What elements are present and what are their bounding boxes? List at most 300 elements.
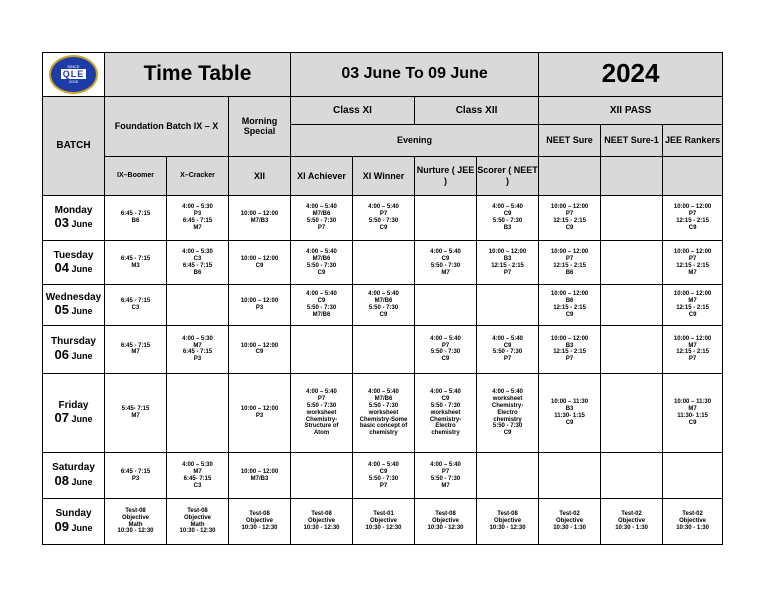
schedule-cell bbox=[105, 499, 167, 545]
schedule-cell bbox=[167, 373, 229, 452]
schedule-line: M7 bbox=[193, 224, 202, 231]
schedule-cell bbox=[291, 325, 353, 373]
month-label: June bbox=[68, 350, 93, 361]
schedule-line: 4:00 – 5:40 bbox=[492, 388, 523, 395]
schedule-cell bbox=[601, 499, 663, 545]
schedule-line: P7 bbox=[503, 269, 512, 276]
schedule-line: 10:30 - 12:30 bbox=[179, 528, 216, 535]
schedule-line: 5:50 - 7:30 bbox=[368, 218, 399, 224]
schedule-line: M7 bbox=[193, 342, 202, 349]
schedule-line: 6:45 - 7:15 bbox=[120, 255, 151, 262]
schedule-line: Objective bbox=[183, 514, 211, 521]
schedule-line: 10:30 - 1:30 bbox=[553, 525, 586, 531]
schedule-cell bbox=[601, 453, 663, 499]
schedule-line: M7 bbox=[688, 298, 697, 305]
schedule-line: P7 bbox=[565, 211, 574, 218]
day-cell bbox=[43, 285, 105, 326]
schedule-line: Objective bbox=[556, 518, 584, 525]
schedule-cell bbox=[539, 285, 601, 326]
schedule-line: 6:45 - 7:15 bbox=[182, 218, 213, 224]
schedule-line: worksheet bbox=[368, 409, 399, 416]
day-cell bbox=[43, 453, 105, 499]
schedule-line: 10:30 - 12:30 bbox=[427, 525, 464, 531]
day-number: 06 bbox=[54, 346, 69, 362]
day-cell bbox=[43, 195, 105, 241]
schedule-cell bbox=[105, 373, 167, 452]
table-row bbox=[43, 195, 723, 241]
schedule-line: Test-08 bbox=[311, 511, 332, 518]
schedule-line: Electro bbox=[435, 423, 456, 430]
schedule-line: C9 bbox=[317, 298, 326, 305]
schedule-line: 6:45 - 7:15 bbox=[120, 342, 151, 349]
schedule-cell bbox=[663, 499, 723, 545]
schedule-line: Test-01 bbox=[373, 511, 394, 518]
schedule-line: Electro bbox=[497, 409, 518, 416]
schedule-line: P7 bbox=[379, 482, 388, 489]
schedule-line: Chemistry-Some bbox=[359, 416, 408, 423]
schedule-line: C9 bbox=[441, 255, 450, 262]
schedule-cell bbox=[663, 325, 723, 373]
day-cell bbox=[43, 499, 105, 545]
schedule-line: C9 bbox=[565, 419, 574, 426]
jee-rankers-header: JEE Rankers bbox=[663, 125, 723, 157]
schedule-cell bbox=[167, 241, 229, 285]
schedule-line: 10:00 – 12:00 bbox=[550, 249, 589, 256]
schedule-cell bbox=[601, 285, 663, 326]
schedule-line: P7 bbox=[565, 356, 574, 363]
schedule-cell bbox=[539, 373, 601, 452]
schedule-line: 10:00 – 12:00 bbox=[550, 335, 589, 342]
schedule-line: C9 bbox=[255, 262, 264, 269]
schedule-line: Test-08 bbox=[435, 511, 456, 518]
schedule-cell bbox=[415, 373, 477, 452]
schedule-cell bbox=[539, 499, 601, 545]
class-xii-header: Class XII bbox=[415, 96, 539, 125]
schedule-line: worksheet bbox=[430, 409, 461, 416]
schedule-cell bbox=[167, 195, 229, 241]
page-title: Time Table bbox=[105, 53, 291, 97]
schedule-line: 4:00 – 5:40 bbox=[368, 461, 399, 468]
schedule-line: 5:50 - 7:30 bbox=[368, 475, 399, 482]
schedule-line: Test-08 bbox=[249, 511, 270, 518]
schedule-line: 10:00 – 12:00 bbox=[240, 468, 279, 475]
schedule-line: M7/B6 bbox=[312, 255, 331, 262]
neet-sure-header: NEET Sure bbox=[539, 125, 601, 157]
schedule-line: Objective bbox=[494, 518, 522, 525]
schedule-line: 6:45 - 7:15 bbox=[120, 468, 151, 475]
schedule-cell bbox=[229, 325, 291, 373]
schedule-line: 4:00 – 5:40 bbox=[492, 335, 523, 342]
schedule-line: 10:30 - 12:30 bbox=[303, 525, 340, 531]
schedule-line: 10:30 - 12:30 bbox=[241, 525, 278, 531]
schedule-line: 5:50 - 7:30 bbox=[430, 475, 461, 482]
schedule-cell bbox=[539, 453, 601, 499]
schedule-cell bbox=[167, 285, 229, 326]
month-label: June bbox=[68, 306, 93, 317]
nurture-header: Nurture ( JEE ) bbox=[415, 156, 477, 195]
schedule-cell bbox=[353, 499, 415, 545]
schedule-line: 10:30 - 12:30 bbox=[365, 525, 402, 531]
schedule-line: 4:00 – 5:40 bbox=[430, 335, 461, 342]
schedule-line: 10:00 – 12:00 bbox=[240, 406, 279, 413]
day-number: 08 bbox=[54, 472, 69, 488]
schedule-line: Math bbox=[128, 521, 143, 528]
day-cell bbox=[43, 325, 105, 373]
schedule-line: B6 bbox=[193, 269, 202, 276]
schedule-line: 5:50 - 7:30 bbox=[492, 349, 523, 356]
schedule-line: M7 bbox=[131, 413, 140, 420]
schedule-cell bbox=[663, 453, 723, 499]
schedule-line: Objective bbox=[618, 518, 646, 525]
schedule-line: B3 bbox=[565, 406, 574, 413]
schedule-cell bbox=[601, 241, 663, 285]
schedule-line: M7 bbox=[441, 482, 450, 489]
schedule-line: chemistry bbox=[431, 430, 460, 437]
schedule-line: Test-02 bbox=[621, 511, 642, 518]
schedule-line: 5:50 - 7:30 bbox=[368, 305, 399, 312]
schedule-cell bbox=[477, 325, 539, 373]
schedule-cell bbox=[105, 453, 167, 499]
schedule-line: 5:50 - 7:30 bbox=[368, 402, 399, 409]
schedule-line: C9 bbox=[441, 356, 450, 363]
schedule-line: M7/B6 bbox=[312, 311, 331, 318]
schedule-line: 10:00 – 11:30 bbox=[674, 399, 712, 406]
timetable bbox=[42, 52, 723, 545]
schedule-line: Chemistry- bbox=[429, 416, 462, 423]
schedule-line: 4:00 – 5:30 bbox=[182, 461, 213, 468]
schedule-cell bbox=[229, 453, 291, 499]
table-row bbox=[43, 453, 723, 499]
schedule-line: 5:50 - 7:30 bbox=[492, 423, 523, 430]
schedule-cell bbox=[167, 499, 229, 545]
schedule-line: M7/B6 bbox=[374, 298, 393, 305]
schedule-line: 12:15 - 2:15 bbox=[553, 305, 586, 312]
schedule-line: C9 bbox=[503, 211, 512, 218]
schedule-line: 10:00 – 12:00 bbox=[550, 204, 589, 211]
day-cell bbox=[43, 241, 105, 285]
schedule-line: 10:00 – 12:00 bbox=[240, 298, 279, 305]
schedule-line: Objective bbox=[432, 518, 460, 525]
schedule-line: Chemistry- bbox=[305, 416, 338, 423]
schedule-cell bbox=[291, 373, 353, 452]
schedule-line: P7 bbox=[688, 356, 697, 363]
schedule-line: Objective bbox=[370, 518, 398, 525]
schedule-line: Test-08 bbox=[497, 511, 518, 518]
schedule-line: 12:15 - 2:15 bbox=[553, 218, 586, 224]
schedule-line: C9 bbox=[379, 311, 388, 318]
schedule-cell bbox=[601, 325, 663, 373]
xi-winner-header: XI Winner bbox=[353, 156, 415, 195]
schedule-line: 4:00 – 5:40 bbox=[306, 291, 337, 298]
schedule-line: 10:30 - 1:30 bbox=[676, 525, 709, 531]
schedule-cell bbox=[291, 453, 353, 499]
schedule-line: 6:45 - 7:15 bbox=[182, 349, 213, 356]
day-name: Thursday bbox=[50, 336, 96, 348]
schedule-cell bbox=[415, 195, 477, 241]
date-range: 03 June To 09 June bbox=[291, 53, 539, 97]
schedule-cell bbox=[477, 453, 539, 499]
schedule-line: 4:00 – 5:40 bbox=[306, 388, 337, 395]
schedule-line: 4:00 – 5:40 bbox=[430, 461, 461, 468]
schedule-cell bbox=[291, 195, 353, 241]
schedule-cell bbox=[415, 325, 477, 373]
schedule-line: Math bbox=[190, 521, 205, 528]
schedule-line: 4:00 – 5:30 bbox=[182, 204, 213, 211]
schedule-line: 10:00 – 12:00 bbox=[673, 204, 712, 211]
schedule-line: P7 bbox=[688, 255, 697, 262]
schedule-cell bbox=[477, 195, 539, 241]
scorer-header: Scorer ( NEET ) bbox=[477, 156, 539, 195]
schedule-cell bbox=[229, 373, 291, 452]
class-xi-header: Class XI bbox=[291, 96, 415, 125]
schedule-line: 4:00 – 5:40 bbox=[306, 249, 337, 256]
month-label: June bbox=[68, 414, 93, 425]
schedule-line: 5:50 - 7:30 bbox=[306, 305, 337, 312]
schedule-cell bbox=[477, 241, 539, 285]
schedule-line: 12:15 - 2:15 bbox=[553, 349, 586, 356]
schedule-line: 10:30 - 12:30 bbox=[117, 528, 154, 535]
schedule-line: 10:00 – 11:30 bbox=[551, 399, 589, 406]
qle-logo: SINCE QLE 2005 bbox=[49, 55, 98, 94]
schedule-cell bbox=[415, 453, 477, 499]
schedule-line: 5:50 - 7:30 bbox=[492, 218, 523, 224]
schedule-line: 4:00 – 5:40 bbox=[492, 204, 523, 211]
schedule-line: Test-08 bbox=[187, 507, 208, 514]
schedule-line: 12:15 - 2:15 bbox=[676, 349, 709, 356]
schedule-line: 10:30 - 12:30 bbox=[489, 525, 526, 531]
schedule-cell bbox=[105, 325, 167, 373]
schedule-line: C3 bbox=[193, 482, 202, 489]
logo-cell bbox=[43, 53, 105, 97]
schedule-line: P3 bbox=[193, 211, 202, 218]
schedule-line: 6:45 - 7:15 bbox=[120, 211, 151, 218]
day-name: Saturday bbox=[52, 462, 95, 474]
schedule-cell bbox=[167, 325, 229, 373]
schedule-line: 5:50 - 7:30 bbox=[306, 262, 337, 269]
schedule-line: basic concept of bbox=[359, 423, 408, 430]
schedule-line: 4:00 – 5:40 bbox=[430, 388, 461, 395]
day-number: 09 bbox=[54, 518, 69, 534]
schedule-line: Test-08 bbox=[125, 507, 146, 514]
schedule-cell bbox=[663, 285, 723, 326]
schedule-line: C9 bbox=[255, 349, 264, 356]
schedule-line: C9 bbox=[379, 224, 388, 231]
schedule-cell bbox=[539, 241, 601, 285]
schedule-line: C9 bbox=[688, 311, 697, 318]
xii-pass-header: XII PASS bbox=[539, 96, 723, 125]
schedule-line: 6:45- 7:15 bbox=[183, 475, 212, 482]
schedule-line: M7/B6 bbox=[312, 211, 331, 218]
schedule-cell bbox=[415, 241, 477, 285]
schedule-cell bbox=[477, 285, 539, 326]
xi-achiever-header: XI Achiever bbox=[291, 156, 353, 195]
schedule-line: P7 bbox=[503, 356, 512, 363]
schedule-line: M7 bbox=[688, 342, 697, 349]
schedule-line: 5:50 - 7:30 bbox=[306, 218, 337, 224]
schedule-line: 12:15 - 2:15 bbox=[491, 262, 524, 269]
schedule-line: P3 bbox=[255, 305, 264, 312]
schedule-line: B3 bbox=[565, 342, 574, 349]
schedule-line: 4:00 – 5:30 bbox=[182, 335, 213, 342]
schedule-line: worksheet bbox=[306, 409, 337, 416]
schedule-line: 12:15 - 2:15 bbox=[676, 305, 709, 312]
schedule-cell bbox=[229, 195, 291, 241]
schedule-line: Objective bbox=[679, 518, 707, 525]
schedule-line: 10:00 – 12:00 bbox=[673, 291, 712, 298]
schedule-line: C3 bbox=[193, 255, 202, 262]
table-row bbox=[43, 241, 723, 285]
day-name: Wednesday bbox=[45, 291, 102, 303]
schedule-line: Test-02 bbox=[682, 511, 703, 518]
schedule-cell bbox=[291, 499, 353, 545]
schedule-line: 11:30- 1:15 bbox=[554, 413, 585, 420]
evening-header: Evening bbox=[291, 125, 539, 157]
schedule-line: P7 bbox=[565, 255, 574, 262]
schedule-line: chemistry bbox=[493, 416, 522, 423]
schedule-line: C9 bbox=[503, 342, 512, 349]
schedule-cell bbox=[105, 285, 167, 326]
schedule-line: Test-02 bbox=[559, 511, 580, 518]
batch-header: BATCH bbox=[43, 96, 105, 195]
schedule-line: Atom bbox=[313, 430, 330, 437]
schedule-cell bbox=[663, 373, 723, 452]
schedule-cell bbox=[353, 325, 415, 373]
schedule-cell bbox=[477, 499, 539, 545]
schedule-line: Chemistry- bbox=[491, 402, 524, 409]
schedule-cell bbox=[539, 325, 601, 373]
xii-header: XII bbox=[229, 156, 291, 195]
month-label: June bbox=[68, 522, 93, 533]
day-number: 03 bbox=[54, 215, 69, 231]
schedule-line: 10:00 – 12:00 bbox=[673, 335, 712, 342]
schedule-line: M7 bbox=[131, 349, 140, 356]
schedule-line: M7 bbox=[688, 406, 697, 413]
schedule-line: 12:15 - 2:15 bbox=[553, 262, 586, 269]
schedule-line: 5:50 - 7:30 bbox=[306, 402, 337, 409]
schedule-line: 4:00 – 5:40 bbox=[368, 204, 399, 211]
schedule-line: Objective bbox=[121, 514, 149, 521]
schedule-line: M7 bbox=[441, 269, 450, 276]
table-row bbox=[43, 325, 723, 373]
schedule-line: 12:15 - 2:15 bbox=[676, 218, 709, 224]
year: 2024 bbox=[539, 53, 723, 97]
month-label: June bbox=[68, 219, 93, 230]
schedule-cell bbox=[415, 285, 477, 326]
schedule-line: B3 bbox=[503, 224, 512, 231]
schedule-line: 12:15 - 2:15 bbox=[676, 262, 709, 269]
morning-special-header: Morning Special bbox=[229, 96, 291, 156]
day-number: 05 bbox=[54, 302, 69, 318]
schedule-line: 10:00 – 12:00 bbox=[240, 342, 279, 349]
schedule-cell bbox=[167, 453, 229, 499]
schedule-line: 10:00 – 12:00 bbox=[488, 249, 527, 256]
table-row bbox=[43, 499, 723, 545]
schedule-cell bbox=[229, 499, 291, 545]
schedule-line: C3 bbox=[131, 305, 140, 312]
schedule-cell bbox=[415, 499, 477, 545]
schedule-line: M3 bbox=[131, 262, 140, 269]
schedule-line: Structure of bbox=[304, 423, 339, 430]
schedule-cell bbox=[229, 241, 291, 285]
schedule-cell bbox=[353, 373, 415, 452]
schedule-line: M7 bbox=[193, 468, 202, 475]
schedule-line: C9 bbox=[379, 468, 388, 475]
schedule-line: 10:00 – 12:00 bbox=[240, 255, 279, 262]
schedule-line: 10:30 - 1:30 bbox=[615, 525, 648, 531]
schedule-line: C9 bbox=[565, 224, 574, 231]
schedule-line: 5:50 - 7:30 bbox=[430, 402, 461, 409]
schedule-line: 6:45 - 7:15 bbox=[120, 298, 151, 305]
schedule-line: M7/B6 bbox=[374, 395, 393, 402]
schedule-line: chemistry bbox=[369, 430, 398, 437]
day-name: Sunday bbox=[55, 508, 92, 520]
schedule-line: 5:45- 7:15 bbox=[121, 406, 150, 413]
day-name: Monday bbox=[54, 204, 93, 216]
schedule-line: Objective bbox=[246, 518, 274, 525]
x-cracker-header: X–Cracker bbox=[167, 156, 229, 195]
schedule-line: P7 bbox=[441, 342, 450, 349]
schedule-line: 11:30- 1:15 bbox=[677, 413, 708, 420]
schedule-line: M7/B3 bbox=[250, 475, 269, 482]
schedule-line: C9 bbox=[565, 311, 574, 318]
schedule-line: 4:00 – 5:40 bbox=[368, 291, 399, 298]
schedule-cell bbox=[105, 241, 167, 285]
schedule-line: P7 bbox=[441, 468, 450, 475]
neet-sure-1-header: NEET Sure-1 bbox=[601, 125, 663, 157]
schedule-cell bbox=[601, 195, 663, 241]
schedule-cell bbox=[601, 373, 663, 452]
schedule-cell bbox=[477, 373, 539, 452]
schedule-line: C9 bbox=[503, 430, 512, 437]
schedule-line: 4:00 – 5:40 bbox=[430, 249, 461, 256]
schedule-line: P3 bbox=[255, 413, 264, 420]
schedule-cell bbox=[291, 285, 353, 326]
schedule-line: P7 bbox=[688, 211, 697, 218]
schedule-line: 5:50 - 7:30 bbox=[430, 262, 461, 269]
schedule-line: C9 bbox=[317, 269, 326, 276]
schedule-line: C9 bbox=[688, 224, 697, 231]
schedule-line: 10:00 – 12:00 bbox=[673, 249, 712, 256]
schedule-line: P3 bbox=[193, 356, 202, 363]
ix-boomer-header: IX–Boomer bbox=[105, 156, 167, 195]
schedule-line: M7/B3 bbox=[250, 218, 269, 224]
schedule-cell bbox=[663, 195, 723, 241]
schedule-line: B3 bbox=[503, 255, 512, 262]
day-number: 04 bbox=[54, 260, 69, 276]
schedule-line: P3 bbox=[131, 475, 140, 482]
day-name: Tuesday bbox=[53, 249, 94, 261]
schedule-cell bbox=[663, 241, 723, 285]
month-label: June bbox=[68, 264, 93, 275]
schedule-line: 6:45 - 7:15 bbox=[182, 262, 213, 269]
schedule-line: P7 bbox=[317, 224, 326, 231]
schedule-cell bbox=[229, 285, 291, 326]
schedule-line: B6 bbox=[565, 298, 574, 305]
schedule-line: B6 bbox=[131, 218, 140, 224]
schedule-line: 10:00 – 12:00 bbox=[550, 291, 589, 298]
schedule-cell bbox=[353, 453, 415, 499]
schedule-cell bbox=[105, 195, 167, 241]
schedule-cell bbox=[539, 195, 601, 241]
schedule-line: 4:00 – 5:40 bbox=[306, 204, 337, 211]
schedule-line: 5:50 - 7:30 bbox=[430, 349, 461, 356]
schedule-cell bbox=[353, 241, 415, 285]
schedule-line: 4:00 – 5:40 bbox=[368, 388, 399, 395]
month-label: June bbox=[68, 476, 93, 487]
schedule-line: C9 bbox=[688, 419, 697, 426]
schedule-line: M7 bbox=[688, 269, 697, 276]
schedule-cell bbox=[291, 241, 353, 285]
